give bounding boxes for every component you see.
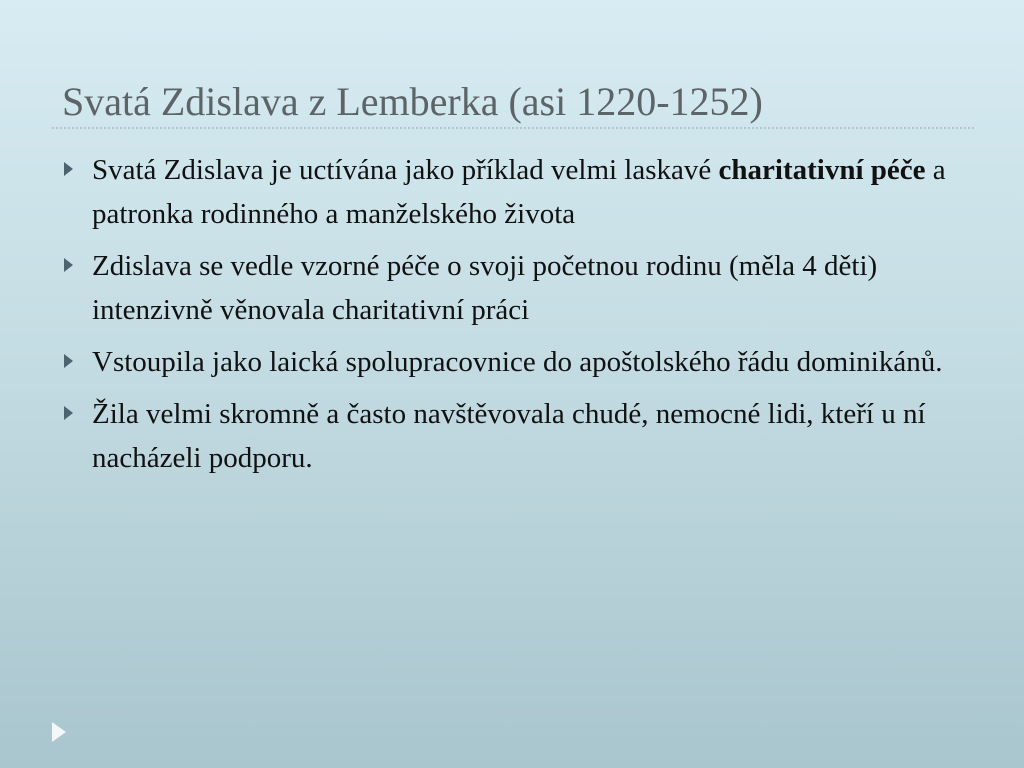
bullet-item	[62, 148, 962, 236]
play-triangle-icon	[52, 722, 66, 742]
triangle-right-icon	[64, 406, 73, 420]
title-divider	[52, 127, 974, 129]
bullet-item	[62, 244, 962, 332]
bullet-item	[62, 340, 962, 384]
bullet-list	[62, 148, 962, 488]
bullet-text-part: a patronka rodinného a manželského života	[92, 154, 946, 230]
bullet-item	[62, 392, 962, 480]
bullet-text-bold: charitativní péče	[718, 154, 926, 186]
triangle-right-icon	[64, 354, 73, 368]
triangle-right-icon	[64, 162, 73, 176]
bullet-text-part: Zdislava se vedle vzorné péče o svoji početnou rodinu (měla 4 děti) intenzivně věnovala charitativní práci	[92, 250, 878, 326]
slide-title: Svatá Zdislava z Lemberka (asi 1220-1252)	[62, 79, 763, 124]
triangle-right-icon	[64, 258, 73, 272]
bullet-text-part: Vstoupila jako laická spolupracovnice do apoštolského řádu dominikánů.	[92, 346, 943, 378]
bullet-text-part: Svatá Zdislava je uctívána jako příklad velmi laskavé	[92, 154, 719, 186]
footer-divider	[52, 712, 974, 714]
bullet-text-part: Žila velmi skromně a často navštěvovala chudé, nemocné lidi, kteří u ní nacházeli podporu.	[92, 398, 926, 474]
